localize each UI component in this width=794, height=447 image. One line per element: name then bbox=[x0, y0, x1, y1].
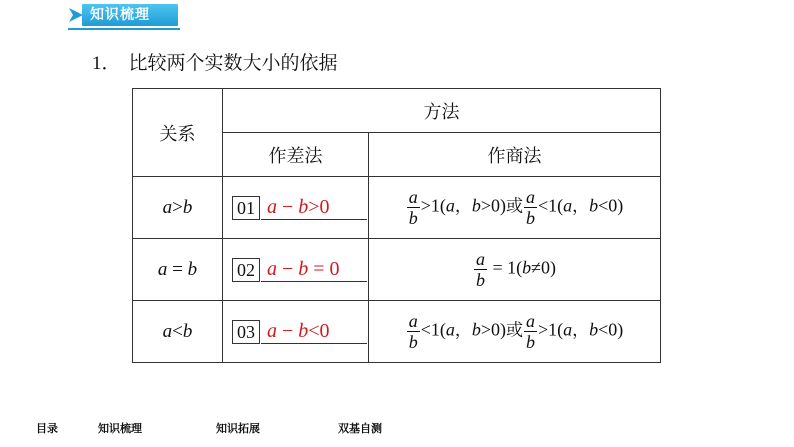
quot-cell: $\frac{a}{b}$ = 1(b≠0) bbox=[369, 239, 661, 301]
table-row bbox=[133, 239, 661, 301]
fraction: $\frac{a}{b}$ bbox=[408, 311, 418, 352]
header-quot-method: 作商法 bbox=[369, 133, 661, 177]
footer-nav bbox=[0, 420, 794, 440]
heading-number: 1． bbox=[92, 53, 121, 74]
fraction: $\frac{a}{b}$ bbox=[526, 311, 535, 352]
diff-cell bbox=[223, 239, 369, 301]
blank-number-box[interactable]: 01 bbox=[232, 196, 260, 220]
header-relation: 关系 bbox=[133, 89, 223, 177]
quot-cell: $\frac{a}{b}$ >1(a，b>0)或 $\frac{a}{b}$ <1(a，b<0) bbox=[369, 177, 661, 239]
fraction: $\frac{a}{b}$ bbox=[475, 249, 485, 290]
section-heading bbox=[92, 48, 338, 75]
comparison-table bbox=[132, 88, 661, 363]
relation-cell: a<b bbox=[133, 301, 223, 363]
nav-link-contents[interactable]: 目录 bbox=[36, 422, 58, 435]
blank-number-box[interactable]: 03 bbox=[232, 320, 260, 344]
blank-number-box[interactable]: 02 bbox=[232, 258, 260, 282]
answer-blank[interactable]: a − b<0 bbox=[261, 319, 367, 344]
table-row bbox=[133, 177, 661, 239]
quot-cell: $\frac{a}{b}$ <1(a，b>0)或 $\frac{a}{b}$ >1(a，b<0) bbox=[369, 301, 661, 363]
answer-blank[interactable]: a − b = 0 bbox=[261, 257, 367, 282]
relation-cell: a>b bbox=[133, 177, 223, 239]
answer-blank[interactable]: a − b>0 bbox=[261, 195, 367, 220]
header-method: 方法 bbox=[223, 89, 661, 133]
diff-cell bbox=[223, 177, 369, 239]
section-tag-underline bbox=[68, 28, 180, 30]
header-diff-method: 作差法 bbox=[223, 133, 369, 177]
section-tag-label: 知识梳理 bbox=[90, 7, 150, 23]
diff-cell bbox=[223, 301, 369, 363]
fraction: $\frac{a}{b}$ bbox=[526, 187, 535, 228]
relation-cell: a = b bbox=[133, 239, 223, 301]
table-header-row bbox=[133, 89, 661, 133]
nav-link-self-test[interactable]: 双基自测 bbox=[338, 422, 382, 435]
fraction: $\frac{a}{b}$ bbox=[408, 187, 418, 228]
section-tag bbox=[68, 4, 180, 30]
table-row bbox=[133, 301, 661, 363]
nav-link-knowledge-review[interactable]: 知识梳理 bbox=[98, 422, 142, 435]
nav-link-knowledge-extension[interactable]: 知识拓展 bbox=[216, 422, 260, 435]
heading-text: 比较两个实数大小的依据 bbox=[128, 52, 338, 74]
